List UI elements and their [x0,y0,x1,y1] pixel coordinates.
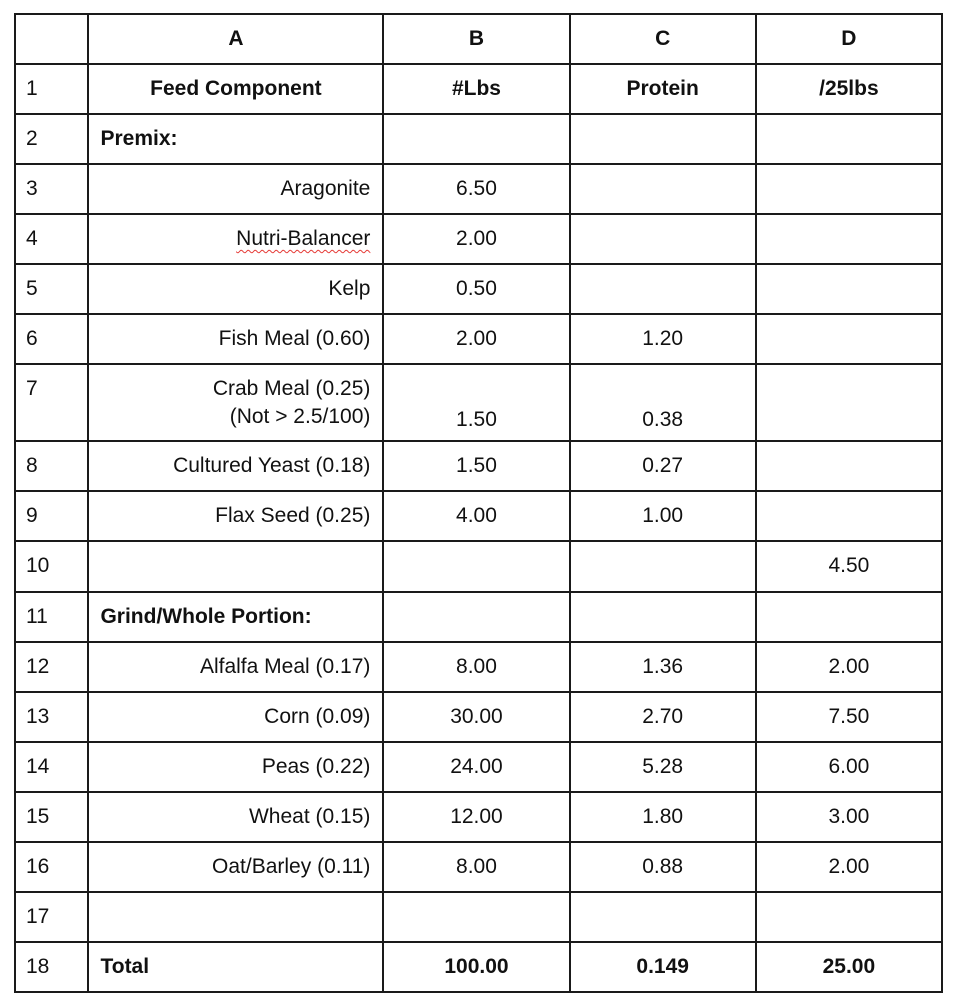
cell-a3[interactable]: Aragonite [88,164,383,214]
cell-b7[interactable]: 1.50 [383,364,569,441]
cell-b6[interactable]: 2.00 [383,314,569,364]
cell-a16[interactable]: Oat/Barley (0.11) [88,842,383,892]
cell-a13[interactable]: Corn (0.09) [88,692,383,742]
row-number[interactable]: 6 [15,314,88,364]
table-row [15,692,942,742]
cell-d9[interactable] [756,491,942,541]
cell-c6[interactable]: 1.20 [570,314,756,364]
table-row [15,592,942,642]
cell-a5[interactable]: Kelp [88,264,383,314]
column-header-d[interactable]: D [756,14,942,64]
row-number[interactable]: 16 [15,842,88,892]
cell-b16[interactable]: 8.00 [383,842,569,892]
row-number[interactable]: 7 [15,364,88,441]
cell-b8[interactable]: 1.50 [383,441,569,491]
cell-d5[interactable] [756,264,942,314]
cell-b18[interactable]: 100.00 [383,942,569,992]
row-number[interactable]: 4 [15,214,88,264]
table-row [15,792,942,842]
cell-b17[interactable] [383,892,569,942]
row-number[interactable]: 11 [15,592,88,642]
cell-c7[interactable]: 0.38 [570,364,756,441]
cell-a2[interactable]: Premix: [88,114,383,164]
cell-d3[interactable] [756,164,942,214]
corner-cell[interactable] [15,14,88,64]
row-number[interactable]: 17 [15,892,88,942]
cell-d18[interactable]: 25.00 [756,942,942,992]
cell-c12[interactable]: 1.36 [570,642,756,692]
row-number[interactable]: 12 [15,642,88,692]
spellcheck-flagged-text: Nutri-Balancer [236,227,371,251]
cell-a8[interactable]: Cultured Yeast (0.18) [88,441,383,491]
cell-a14[interactable]: Peas (0.22) [88,742,383,792]
cell-d7[interactable] [756,364,942,441]
cell-c4[interactable] [570,214,756,264]
table-row [15,541,942,591]
row-number[interactable]: 13 [15,692,88,742]
cell-c2[interactable] [570,114,756,164]
cell-b10[interactable] [383,541,569,591]
table-row [15,942,942,992]
table-row [15,264,942,314]
cell-a18[interactable]: Total [88,942,383,992]
cell-a9[interactable]: Flax Seed (0.25) [88,491,383,541]
cell-c15[interactable]: 1.80 [570,792,756,842]
cell-d8[interactable] [756,441,942,491]
cell-c9[interactable]: 1.00 [570,491,756,541]
cell-d4[interactable] [756,214,942,264]
cell-b1[interactable]: #Lbs [383,64,569,114]
table-row [15,64,942,114]
cell-a10[interactable] [88,541,383,591]
cell-a7-line2: (Not > 2.5/100) [229,404,371,428]
row-number[interactable]: 10 [15,541,88,591]
row-number[interactable]: 18 [15,942,88,992]
row-number[interactable]: 9 [15,491,88,541]
column-header-a[interactable]: A [88,14,383,64]
row-number[interactable]: 3 [15,164,88,214]
cell-d12[interactable]: 2.00 [756,642,942,692]
cell-d13[interactable]: 7.50 [756,692,942,742]
cell-d2[interactable] [756,114,942,164]
cell-b14[interactable]: 24.00 [383,742,569,792]
cell-d17[interactable] [756,892,942,942]
cell-b12[interactable]: 8.00 [383,642,569,692]
cell-b13[interactable]: 30.00 [383,692,569,742]
table-row [15,114,942,164]
cell-b4[interactable]: 2.00 [383,214,569,264]
row-number[interactable]: 15 [15,792,88,842]
cell-a7[interactable] [88,364,383,441]
cell-b9[interactable]: 4.00 [383,491,569,541]
table-row [15,842,942,892]
row-number[interactable]: 2 [15,114,88,164]
cell-a17[interactable] [88,892,383,942]
cell-c16[interactable]: 0.88 [570,842,756,892]
cell-d15[interactable]: 3.00 [756,792,942,842]
cell-c10[interactable] [570,541,756,591]
cell-d6[interactable] [756,314,942,364]
cell-b2[interactable] [383,114,569,164]
cell-b5[interactable]: 0.50 [383,264,569,314]
cell-a12[interactable]: Alfalfa Meal (0.17) [88,642,383,692]
cell-c17[interactable] [570,892,756,942]
cell-b15[interactable]: 12.00 [383,792,569,842]
cell-c8[interactable]: 0.27 [570,441,756,491]
cell-d14[interactable]: 6.00 [756,742,942,792]
table-row [15,491,942,541]
table-row [15,364,942,441]
column-header-c[interactable]: C [570,14,756,64]
column-header-b[interactable]: B [383,14,569,64]
row-number[interactable]: 1 [15,64,88,114]
table-row [15,892,942,942]
table-row [15,742,942,792]
cell-a11[interactable]: Grind/Whole Portion: [88,592,383,642]
cell-b11[interactable] [383,592,569,642]
feed-spreadsheet [14,13,943,993]
cell-c18[interactable]: 0.149 [570,942,756,992]
row-number[interactable]: 14 [15,742,88,792]
cell-a15[interactable]: Wheat (0.15) [88,792,383,842]
cell-a6[interactable]: Fish Meal (0.60) [88,314,383,364]
cell-a4[interactable] [88,214,383,264]
table-row [15,642,942,692]
cell-c11[interactable] [570,592,756,642]
cell-d10[interactable]: 4.50 [756,541,942,591]
table-row [15,214,942,264]
row-number[interactable]: 5 [15,264,88,314]
cell-b3[interactable]: 6.50 [383,164,569,214]
cell-d16[interactable]: 2.00 [756,842,942,892]
cell-c14[interactable]: 5.28 [570,742,756,792]
table-row [15,314,942,364]
cell-a7-line1: Crab Meal (0.25) [212,376,371,400]
cell-c1[interactable]: Protein [570,64,756,114]
column-header-row [15,14,942,64]
cell-a1[interactable]: Feed Component [88,64,383,114]
row-number[interactable]: 8 [15,441,88,491]
cell-d11[interactable] [756,592,942,642]
cell-c13[interactable]: 2.70 [570,692,756,742]
cell-c5[interactable] [570,264,756,314]
cell-d1[interactable]: /25lbs [756,64,942,114]
table-row [15,441,942,491]
cell-c3[interactable] [570,164,756,214]
table-row [15,164,942,214]
